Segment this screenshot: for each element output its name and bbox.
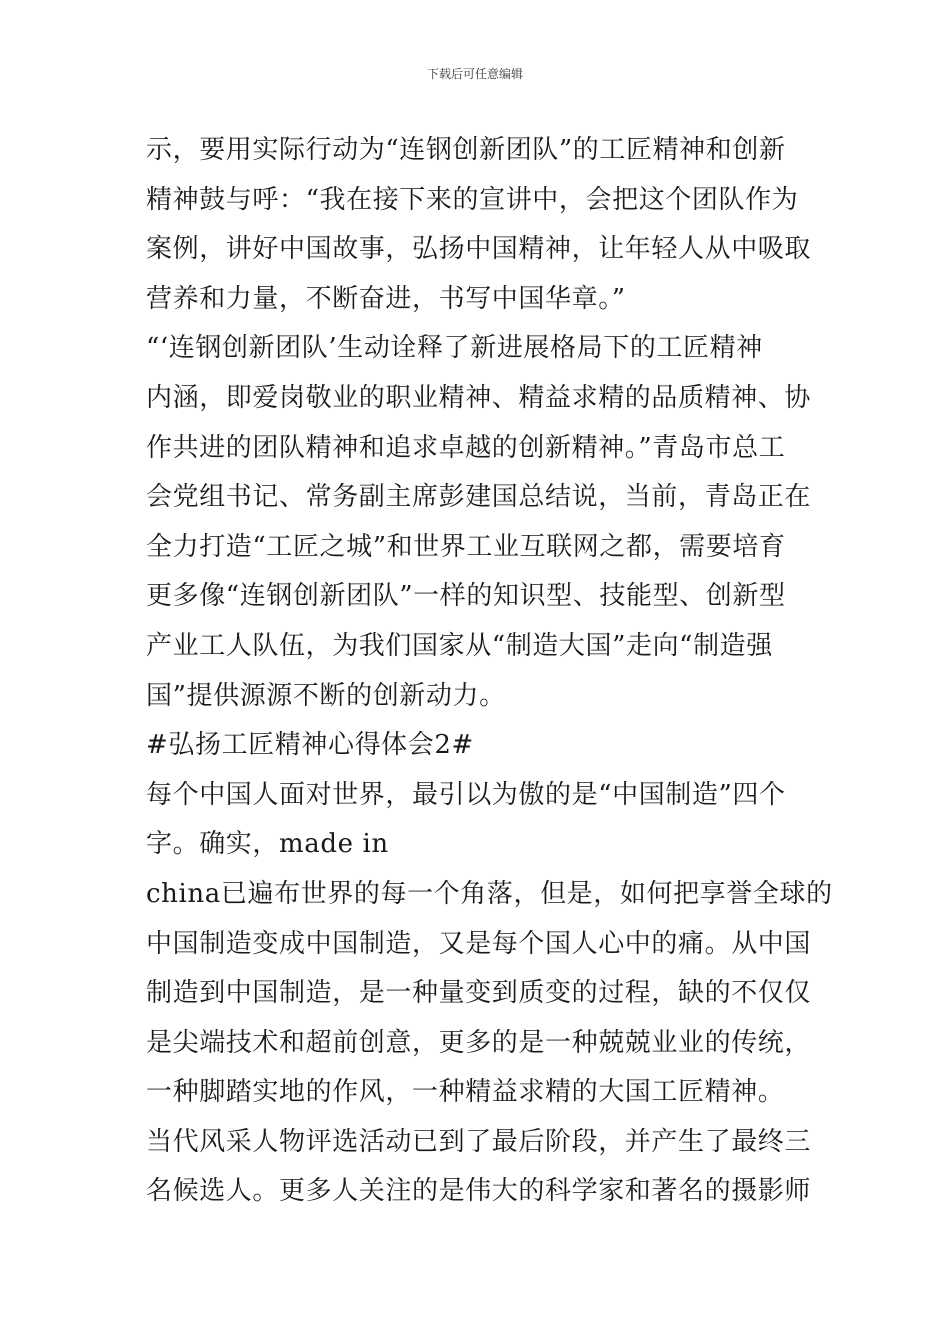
text-line: 全力打造“工匠之城”和世界工业互联网之都，需要培育 bbox=[146, 531, 786, 562]
text-line: 字。确实，made in bbox=[146, 829, 389, 860]
text-line: 产业工人队伍，为我们国家从“制造大国”走向“制造强 bbox=[146, 630, 773, 661]
text-line: 每个中国人面对世界，最引以为傲的是“中国制造”四个 bbox=[146, 779, 786, 810]
text-line: 制造到中国制造，是一种量变到质变的过程，缺的不仅仅 bbox=[146, 978, 812, 1009]
text-line: 精神鼓与呼：“我在接下来的宣讲中，会把这个团队作为 bbox=[146, 184, 799, 215]
section-heading: #弘扬工匠精神心得体会2# bbox=[146, 730, 474, 761]
text-line: 当代风采人物评选活动已到了最后阶段，并产生了最终三 bbox=[146, 1126, 812, 1157]
text-line: 作共进的团队精神和追求卓越的创新精神。”青岛市总工 bbox=[146, 432, 786, 463]
text-line: 会党组书记、常务副主席彭建国总结说，当前，青岛正在 bbox=[146, 482, 812, 513]
text-line: 国”提供源源不断的创新动力。 bbox=[146, 680, 506, 711]
text-line: 中国制造变成中国制造，又是每个国人心中的痛。从中国 bbox=[146, 928, 812, 959]
text-line: 示，要用实际行动为“连钢创新团队”的工匠精神和创新 bbox=[146, 135, 786, 165]
page-header: 下载后可任意编辑 bbox=[426, 67, 523, 81]
text-line: china已遍布世界的每一个角落，但是，如何把享誉全球的 bbox=[146, 878, 833, 909]
text-line: 内涵，即爱岗敬业的职业精神、精益求精的品质精神、协 bbox=[146, 382, 812, 413]
text-line: “‘连钢创新团队’生动诠释了新进展格局下的工匠精神 bbox=[146, 333, 763, 364]
document-body bbox=[146, 126, 833, 1217]
text-line: 案例，讲好中国故事，弘扬中国精神，让年轻人从中吸取 bbox=[146, 234, 812, 265]
text-line: 名候选人。更多人关注的是伟大的科学家和著名的摄影师 bbox=[146, 1176, 812, 1207]
text-line: 是尖端技术和超前创意，更多的是一种兢兢业业的传统， bbox=[146, 1027, 812, 1058]
text-line: 一种脚踏实地的作风，一种精益求精的大国工匠精神。 bbox=[146, 1077, 785, 1108]
text-line: 营养和力量，不断奋进，书写中国华章。” bbox=[146, 283, 626, 314]
text-line: 更多像“连钢创新团队”一样的知识型、技能型、创新型 bbox=[146, 581, 786, 612]
